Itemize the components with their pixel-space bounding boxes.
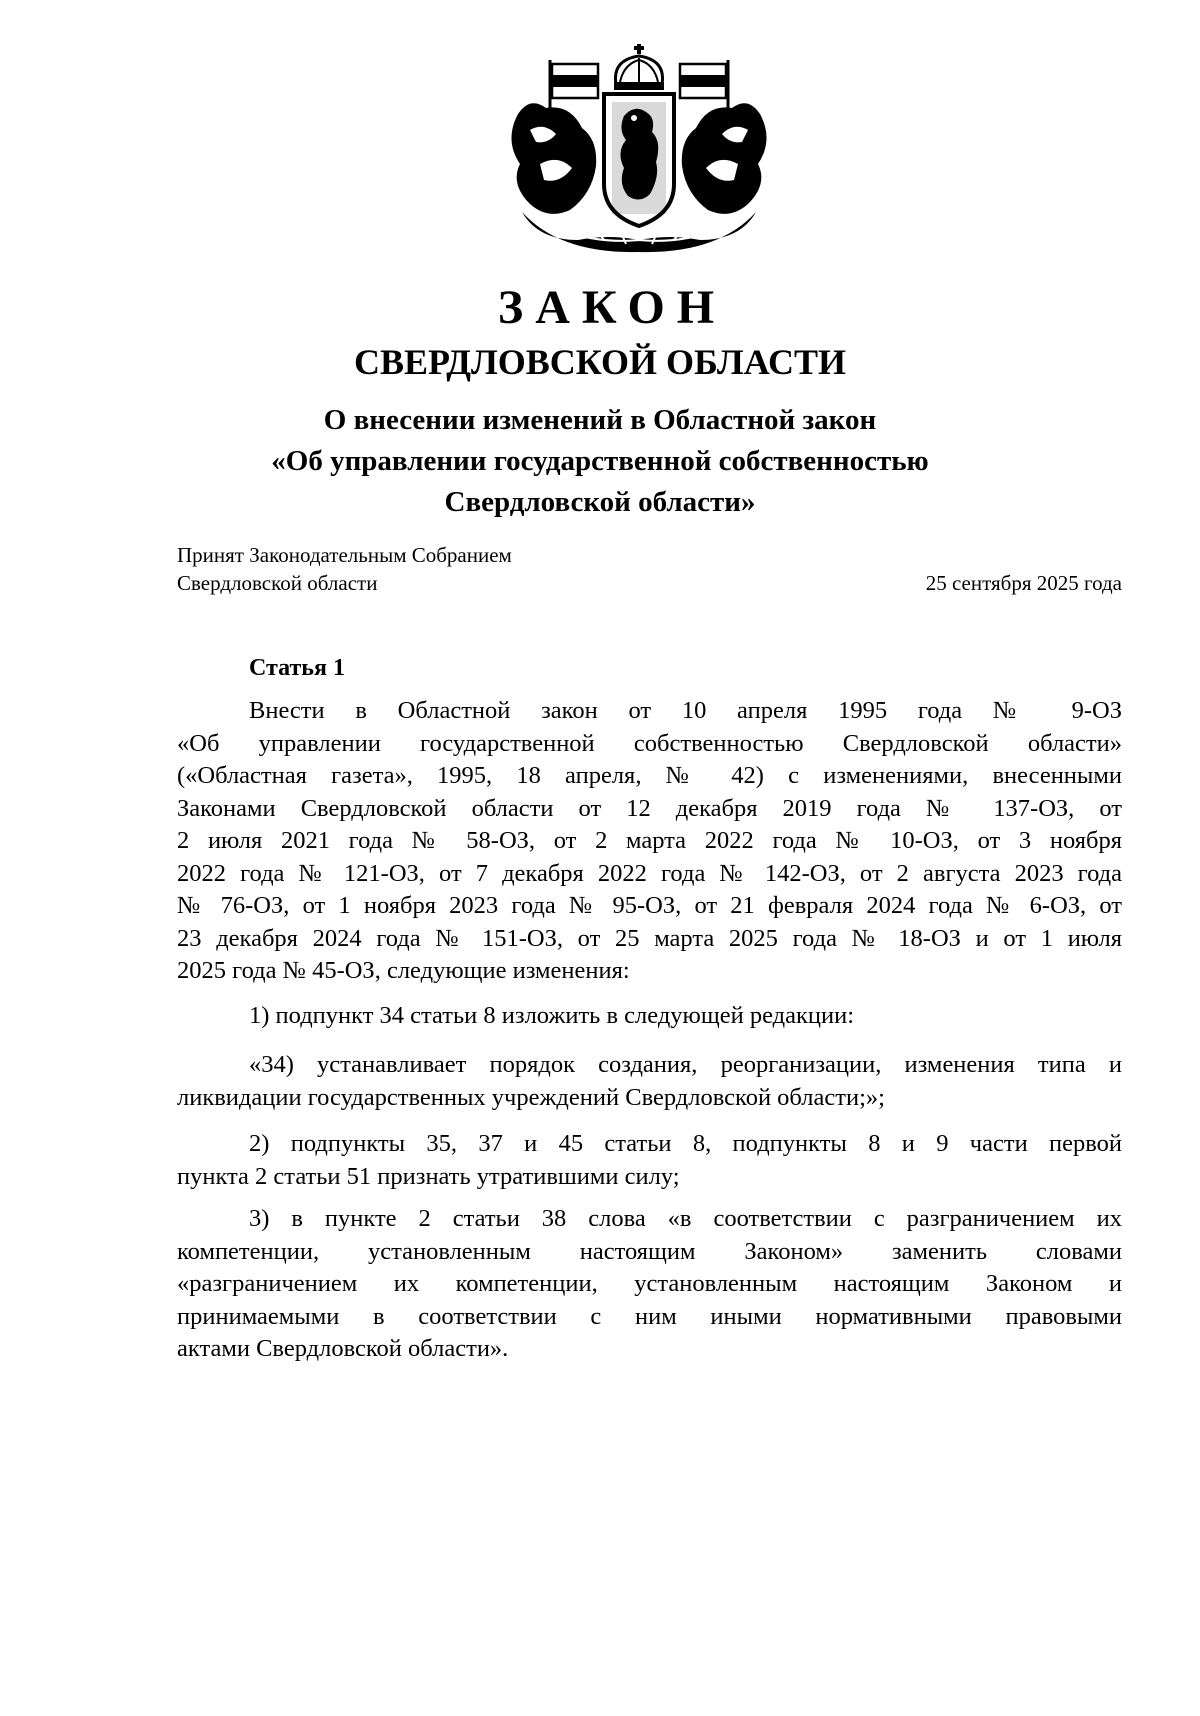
- paragraph-line: актами Свердловской области».: [177, 1335, 509, 1362]
- adoption-line: Свердловской области: [177, 571, 378, 595]
- paragraph-line: «разграничением их компетенции, установленным настоящим Законом и: [177, 1270, 1122, 1297]
- paragraph-line: 3) в пункте 2 статьи 38 слова «в соответствии с разграничением их: [249, 1205, 1122, 1232]
- paragraph-line: Внести в Областной закон от 10 апреля 1995 года № 9-ОЗ: [249, 697, 1122, 724]
- article-heading: Статья 1: [249, 655, 345, 681]
- paragraph-line: «Об управлении государственной собственностью Свердловской области»: [177, 729, 1122, 757]
- subject-line: О внесении изменений в Областной закон: [323, 404, 877, 436]
- paragraph-line: ликвидации государственных учреждений Свердловской области;»;: [177, 1083, 885, 1111]
- paragraph-line: 23 декабря 2024 года № 151-ОЗ, от 25 марта 2025 года № 18-ОЗ и от 1 июля: [177, 924, 1122, 952]
- adoption-line: Принят Законодательным Собранием: [177, 543, 512, 567]
- adoption-date: 25 сентября 2025 года: [925, 571, 1122, 595]
- article-item-1-quote: [177, 1049, 1122, 1114]
- paragraph-line: 2) подпункты 35, 37 и 45 статьи 8, подпункты 8 и 9 части первой: [249, 1130, 1122, 1157]
- paragraph-line: «34) устанавливает порядок создания, реорганизации, изменения типа и: [249, 1051, 1122, 1078]
- paragraph-line: 2025 года № 45-ОЗ, следующие изменения:: [177, 957, 630, 984]
- adoption-note: [177, 541, 512, 597]
- paragraph-line: 2 июля 2021 года № 58-ОЗ, от 2 марта 2022 года № 10-ОЗ, от 3 ноября: [177, 827, 1122, 854]
- paragraph-line: № 76-ОЗ, от 1 ноября 2023 года № 95-ОЗ, от 21 февраля 2024 года № 6-ОЗ, от: [177, 892, 1122, 919]
- article-intro-paragraph: [177, 695, 1122, 988]
- article-item-1: [177, 1000, 1122, 1033]
- paragraph-line: пункта 2 статьи 51 признать утратившими силу;: [177, 1162, 680, 1190]
- paragraph-line: («Областная газета», 1995, 18 апреля, № 42) с изменениями, внесенными: [177, 762, 1122, 789]
- article-item-2: [177, 1128, 1122, 1193]
- law-subject: [0, 400, 1200, 523]
- subject-line: Свердловской области»: [444, 486, 756, 518]
- region-title: СВЕРДЛОВСКОЙ ОБЛАСТИ: [354, 342, 846, 382]
- paragraph-line: 1) подпункт 34 статьи 8 изложить в следующей редакции:: [249, 1002, 854, 1029]
- law-title: ЗАКОН: [497, 281, 727, 334]
- paragraph-line: принимаемыми в соответствии с ним иными нормативными правовыми: [177, 1302, 1122, 1330]
- paragraph-line: 2022 года № 121-ОЗ, от 7 декабря 2022 года № 142-ОЗ, от 2 августа 2023 года: [177, 859, 1122, 887]
- article-item-3: [177, 1203, 1122, 1366]
- paragraph-line: Законами Свердловской области от 12 декабря 2019 года № 137-ОЗ, от: [177, 794, 1122, 822]
- subject-line: «Об управлении государственной собственностью: [271, 445, 929, 477]
- paragraph-line: компетенции, установленным настоящим Законом» заменить словами: [177, 1237, 1122, 1265]
- coat-of-arms-icon: [500, 44, 778, 259]
